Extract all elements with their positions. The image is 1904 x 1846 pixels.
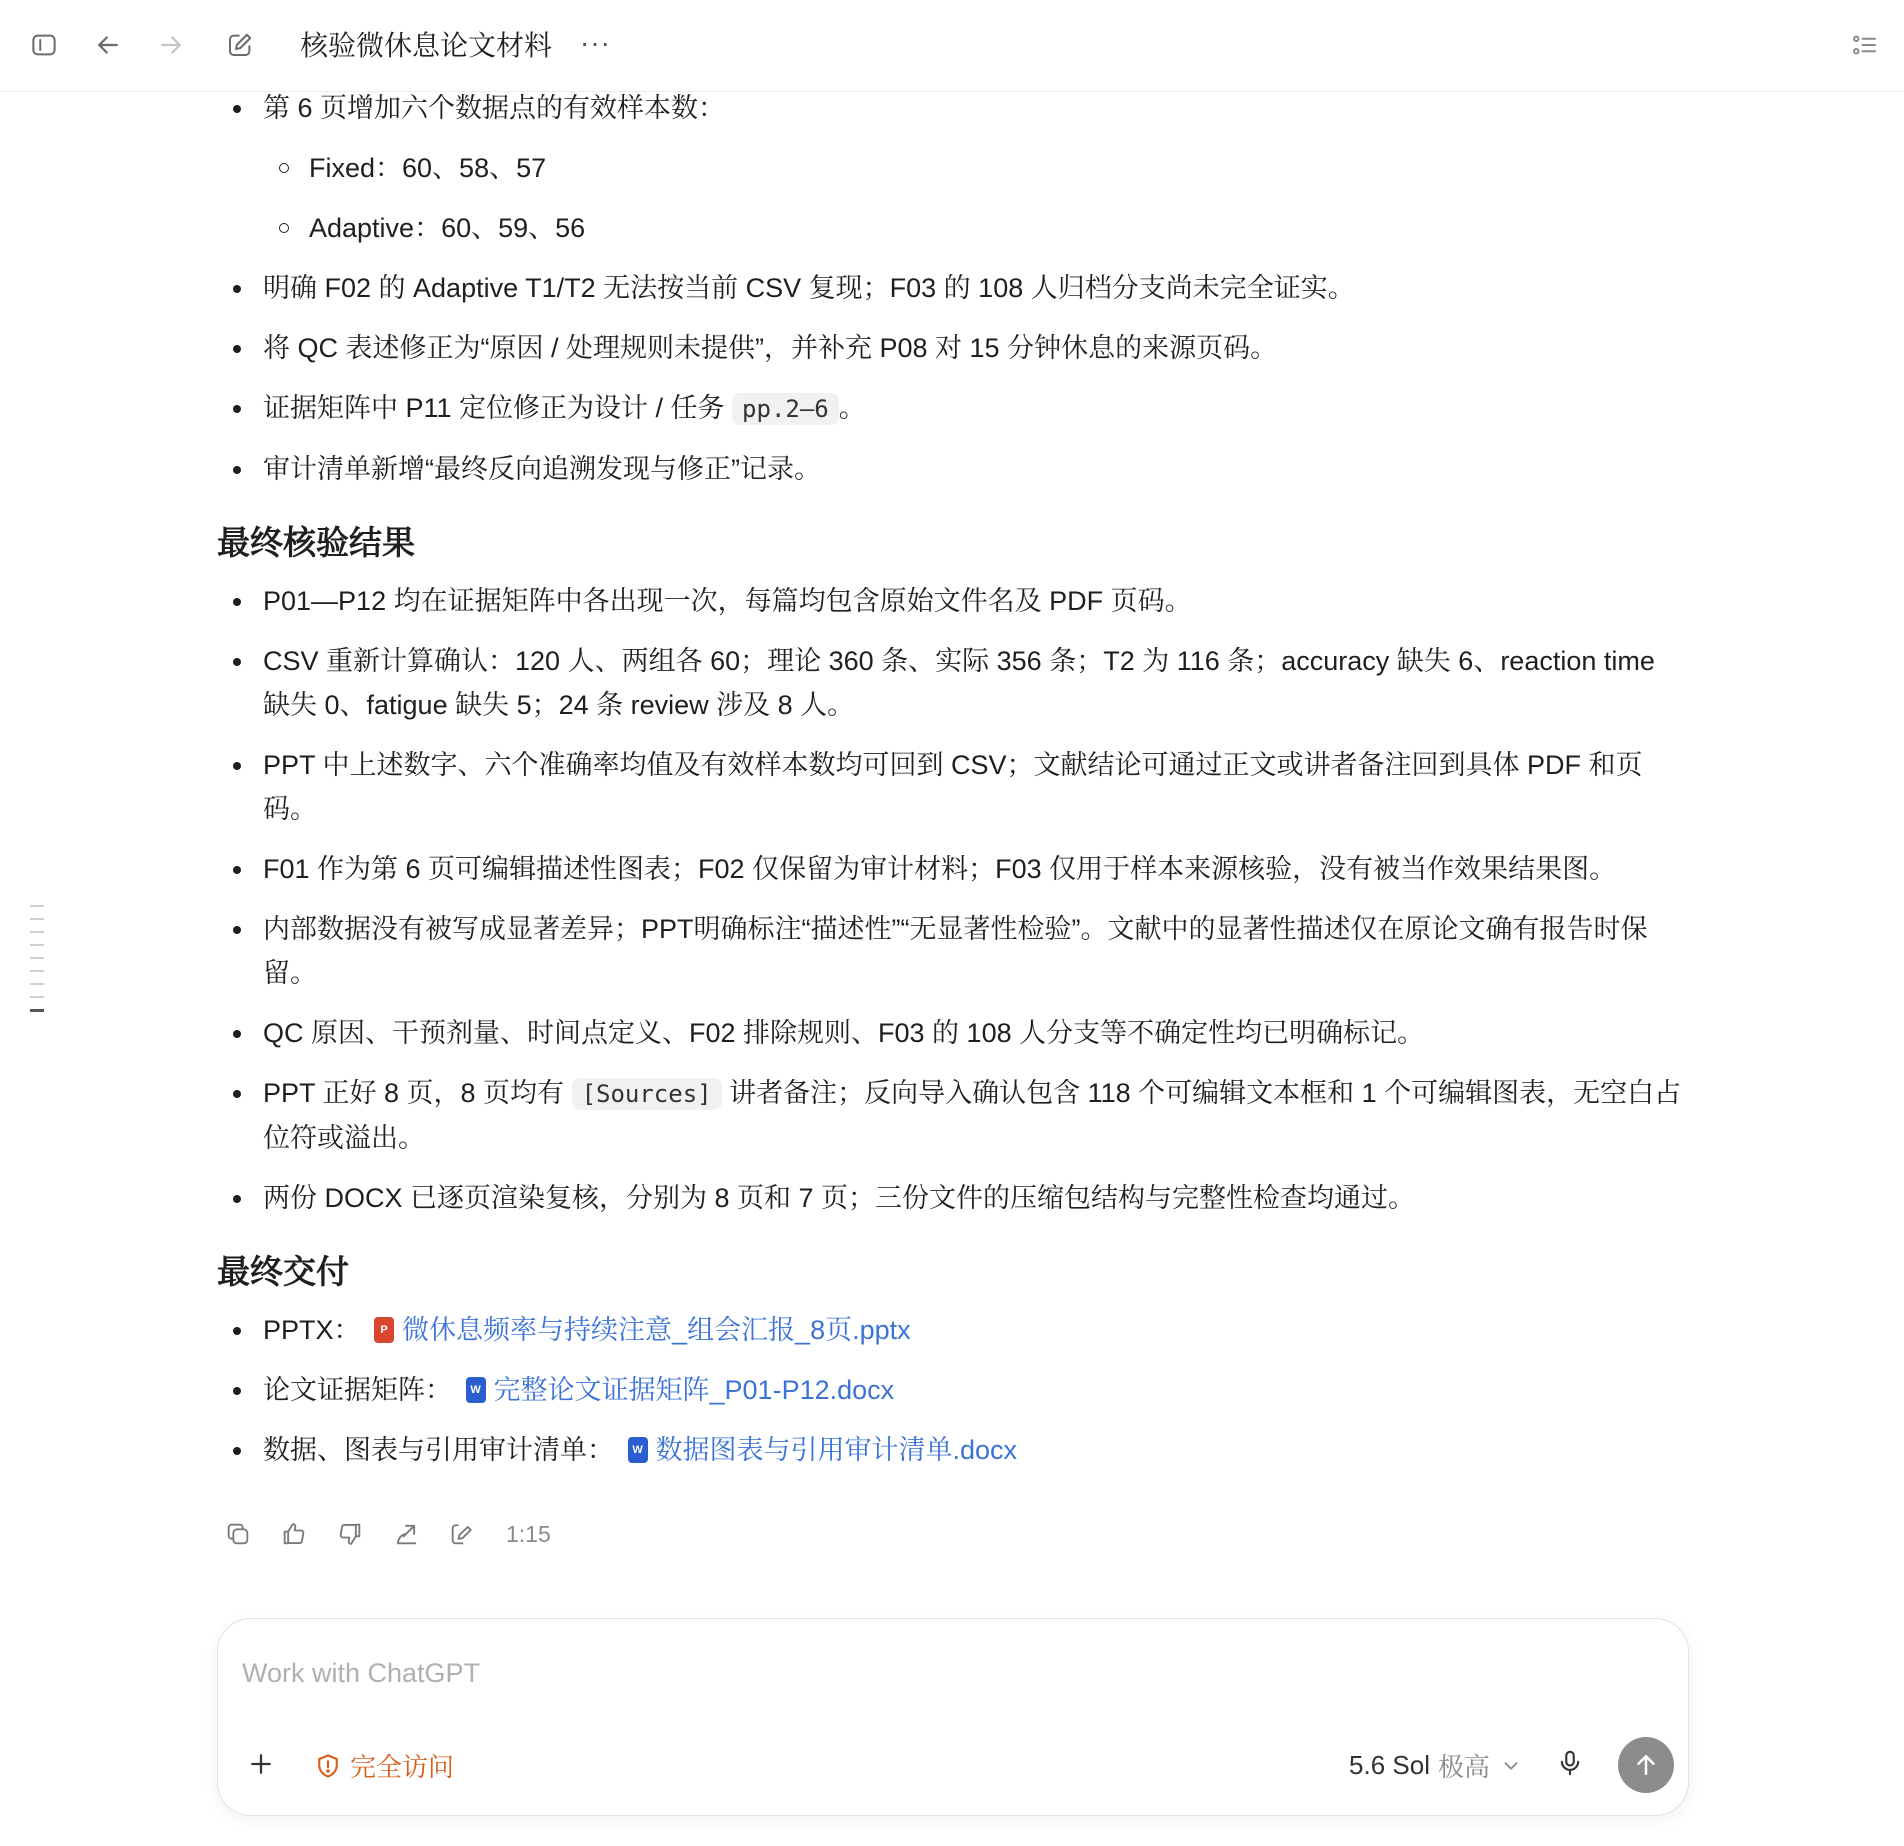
list-item: 证据矩阵中 P11 定位修正为设计 / 任务 pp.2–6 。 — [217, 386, 1687, 431]
thumbs-down-icon[interactable] — [332, 1516, 368, 1552]
nav-tick[interactable] — [30, 996, 44, 998]
list-item: P01—P12 均在证据矩阵中各出现一次，每篇均包含原始文件名及 PDF 页码。 — [217, 579, 1687, 623]
edit-icon[interactable] — [444, 1516, 480, 1552]
list-item: Fixed：60、58、57 — [263, 146, 1687, 190]
verification-list — [217, 579, 1687, 1220]
list-item: 明确 F02 的 Adaptive T1/T2 无法按当前 CSV 复现；F03 的 108 人归档分支尚未完全证实。 — [217, 266, 1687, 310]
reasoning-level: 极高 — [1437, 1752, 1490, 1782]
arrow-up-icon — [1631, 1750, 1661, 1780]
outline-list-icon[interactable] — [1848, 28, 1882, 62]
audit-checklist-docx-link[interactable]: 数据图表与引用审计清单.docx — [655, 1435, 1018, 1465]
list-item: F01 作为第 6 页可编辑描述性图表；F02 仅保留为审计材料；F03 仅用于样本来源核验，没有被当作效果结果图。 — [217, 847, 1687, 891]
docx-file-icon: W — [466, 1377, 486, 1403]
list-item: 审计清单新增“最终反向追溯发现与修正”记录。 — [217, 447, 1687, 491]
new-chat-edit-icon[interactable] — [223, 28, 257, 62]
sidebar-toggle-icon[interactable] — [27, 28, 61, 62]
list-item: 内部数据没有被写成显著差异；PPT明确标注“描述性”“无显著性检验”。文献中的显著性描述仅在原论文确有报告时保留。 — [217, 907, 1687, 995]
microphone-icon[interactable] — [1552, 1745, 1588, 1781]
nav-tick[interactable] — [30, 944, 44, 946]
changes-list — [217, 86, 1687, 491]
top-bar — [0, 0, 1904, 92]
sample-size-sublist — [263, 146, 1687, 250]
inline-code: [Sources] — [572, 1078, 722, 1110]
nav-tick[interactable] — [30, 970, 44, 972]
thumbs-up-icon[interactable] — [276, 1516, 312, 1552]
message-actions — [220, 1514, 551, 1554]
list-item: CSV 重新计算确认：120 人、两组各 60；理论 360 条、实际 356 条；T2 为 116 条；accuracy 缺失 6、reaction time 缺失 0、fatigue 缺失 5；24 条 review 涉及 8 人。 — [217, 639, 1687, 727]
composer — [217, 1618, 1689, 1816]
list-item: 论文证据矩阵： W 完整论文证据矩阵_P01-P12.docx — [217, 1368, 1687, 1412]
list-item: 第 6 页增加六个数据点的有效样本数： Fixed：60、58、57 Adaptive：60、59、56 — [217, 86, 1687, 250]
model-selector[interactable] — [1349, 1747, 1522, 1784]
assistant-message — [217, 86, 1687, 1488]
list-item: 将 QC 表述修正为“原因 / 处理规则未提供”，并补充 P08 对 15 分钟休息的来源页码。 — [217, 326, 1687, 370]
inline-code: pp.2–6 — [732, 393, 839, 425]
list-item: Adaptive：60、59、56 — [263, 206, 1687, 250]
pptx-file-link[interactable]: 微休息频率与持续注意_组会汇报_8页.pptx — [402, 1315, 911, 1345]
list-item: 数据、图表与引用审计清单： W 数据图表与引用审计清单.docx — [217, 1428, 1687, 1472]
send-button[interactable] — [1618, 1737, 1674, 1793]
copy-icon[interactable] — [220, 1516, 256, 1552]
section-heading-delivery: 最终交付 — [217, 1253, 349, 1290]
list-item: PPT 正好 8 页，8 页均有 [Sources] 讲者备注；反向导入确认包含 118 个可编辑文本框和 1 个可编辑图表，无空白占位符或溢出。 — [217, 1071, 1687, 1160]
response-time: 1:15 — [506, 1520, 551, 1547]
add-attachment-button[interactable] — [238, 1741, 284, 1787]
back-arrow-icon[interactable] — [91, 28, 125, 62]
share-icon[interactable] — [388, 1516, 424, 1552]
nav-tick[interactable] — [30, 931, 44, 933]
nav-tick-active[interactable] — [30, 1009, 44, 1012]
full-access-toggle[interactable] — [314, 1747, 454, 1784]
nav-tick[interactable] — [30, 983, 44, 985]
list-item: PPT 中上述数字、六个准确率均值及有效样本数均可回到 CSV；文献结论可通过正文或讲者备注回到具体 PDF 和页码。 — [217, 743, 1687, 831]
delivery-list — [217, 1308, 1687, 1472]
section-heading-verification: 最终核验结果 — [217, 524, 415, 561]
evidence-matrix-docx-link[interactable]: 完整论文证据矩阵_P01-P12.docx — [493, 1375, 895, 1405]
list-item: QC 原因、干预剂量、时间点定义、F02 排除规则、F03 的 108 人分支等不确定性均已明确标记。 — [217, 1011, 1687, 1055]
model-name: 5.6 Sol — [1349, 1750, 1430, 1780]
conversation-title[interactable]: 核验微休息论文材料 — [300, 30, 553, 61]
list-item: PPTX： P 微休息频率与持续注意_组会汇报_8页.pptx — [217, 1308, 1687, 1352]
docx-file-icon: W — [628, 1437, 648, 1463]
list-item: 两份 DOCX 已逐页渲染复核，分别为 8 页和 7 页；三份文件的压缩包结构与完整性检查均通过。 — [217, 1176, 1687, 1220]
forward-arrow-icon[interactable] — [154, 28, 188, 62]
message-navigation-ticks[interactable] — [30, 905, 46, 1023]
message-input[interactable] — [240, 1647, 1644, 1699]
nav-tick[interactable] — [30, 905, 44, 907]
warning-shield-icon — [314, 1752, 342, 1780]
full-access-label: 完全访问 — [350, 1752, 455, 1782]
more-options-button[interactable]: ··· — [580, 27, 611, 58]
nav-tick[interactable] — [30, 918, 44, 920]
pptx-file-icon: P — [374, 1317, 394, 1343]
nav-tick[interactable] — [30, 957, 44, 959]
chevron-down-icon — [1500, 1755, 1522, 1777]
